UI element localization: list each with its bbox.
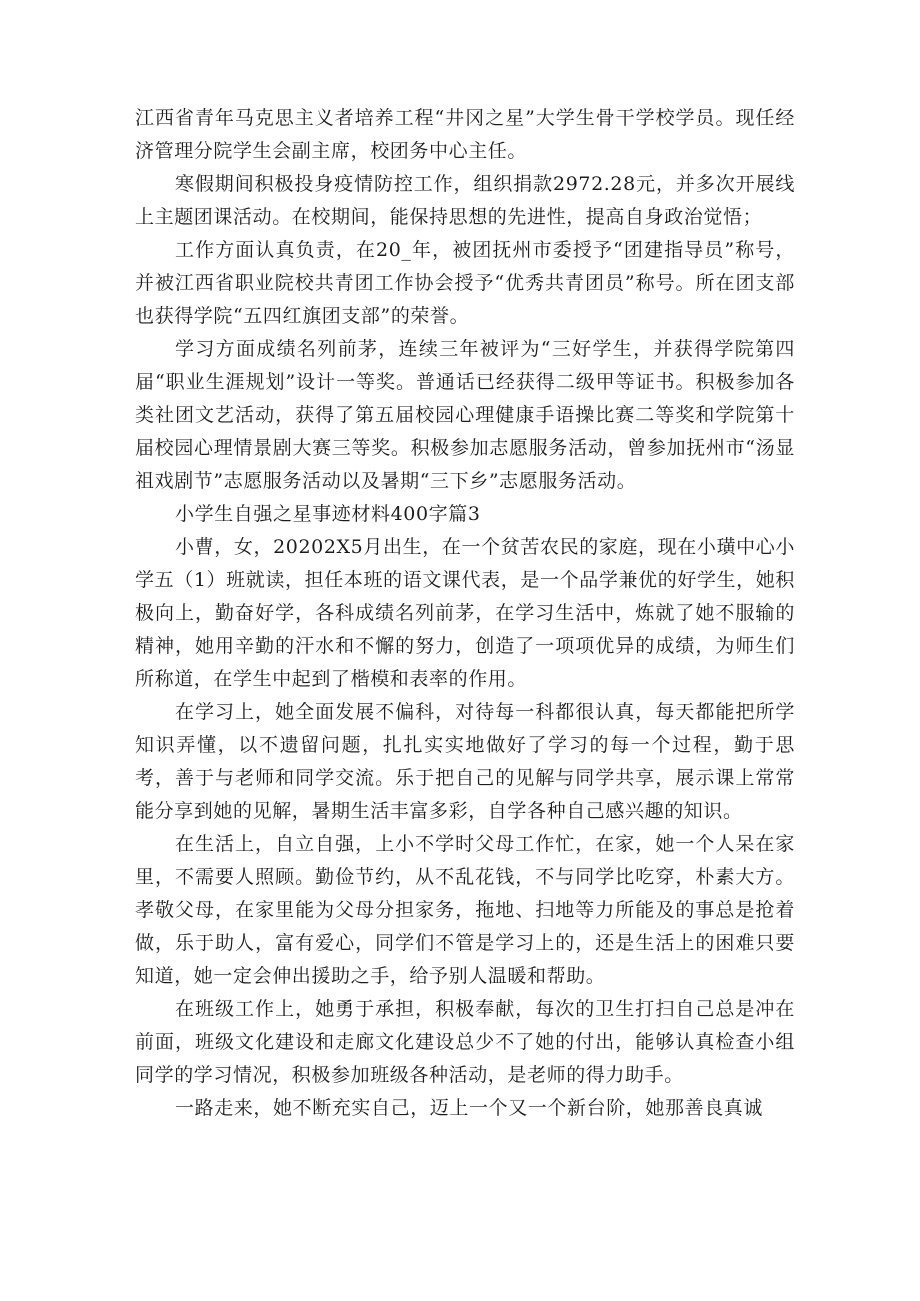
paragraph-1: 江西省青年马克思主义者培养工程“井冈之星”大学生骨干学校学员。现任经济管理分院学生会副主席，校团务中心主任。 [135,107,795,162]
paragraph-4: 学习方面成绩名列前茅，连续三年被评为“三好学生，并获得学院第四届“职业生涯规划”设计一等奖。普通话已经获得二级甲等证书。积极参加各类社团文艺活动，获得了第五届校园心理健康手语操比赛二等奖和学院第十届校园心理情景剧大赛三等奖。积极参加志愿服务活动，曾参加抚州市“汤显祖戏剧节”志愿服务活动以及暑期“三下乡”志愿服务活动。 [135,338,795,492]
document-body [135,102,795,1125]
paragraph-7: 在学习上，她全面发展不偏科，对待每一科都很认真，每天都能把所学知识弄懂，以不遗留问题，扎扎实实地做好了学习的每一个过程，勤于思考，善于与老师和同学交流。乐于把自己的见解与同学共享，展示课上常常能分享到她的见解，暑期生活丰富多彩，自学各种自己感兴趣的知识。 [135,701,795,822]
paragraph-9: 在班级工作上，她勇于承担，积极奉献，每次的卫生打扫自己总是冲在前面，班级文化建设和走廊文化建设总少不了她的付出，能够认真检查小组同学的学习情况，积极参加班级各种活动，是老师的得力助手。 [135,998,795,1086]
section-heading: 小学生自强之星事迹材料400字篇3 [175,503,481,525]
paragraph-8: 在生活上，自立自强，上小不学时父母工作忙，在家，她一个人呆在家里，不需要人照顾。勤俭节约，从不乱花钱，不与同学比吃穿，朴素大方。孝敬父母，在家里能为父母分担家务，拖地、扫地等力所能及的事总是抢着做，乐于助人，富有爱心，同学们不管是学习上的，还是生活上的困难只要知道，她一定会伸出援助之手，给予别人温暖和帮助。 [135,833,795,987]
paragraph-2: 寒假期间积极投身疫情防控工作，组织捐款2972.28元，并多次开展线上主题团课活动。在校期间，能保持思想的先进性，提高自身政治觉悟； [135,173,795,228]
paragraph-3: 工作方面认真负责，在20_年，被团抚州市委授予“团建指导员”称号，并被江西省职业院校共青团工作协会授予“优秀共青团员”称号。所在团支部也获得学院“五四红旗团支部”的荣誉。 [135,239,795,327]
paragraph-10: 一路走来，她不断充实自己，迈上一个又一个新台阶，她那善良真诚 [175,1097,764,1119]
paragraph-6: 小曹，女，20202X5月出生，在一个贫苦农民的家庭，现在小璜中心小学五（1）班就读，担任本班的语文课代表，是一个品学兼优的好学生，她积极向上，勤奋好学，各科成绩名列前茅，在学习生活中，炼就了她不服输的精神，她用辛勤的汗水和不懈的努力，创造了一项项优异的成绩，为师生们所称道，在学生中起到了楷模和表率的作用。 [135,536,795,690]
